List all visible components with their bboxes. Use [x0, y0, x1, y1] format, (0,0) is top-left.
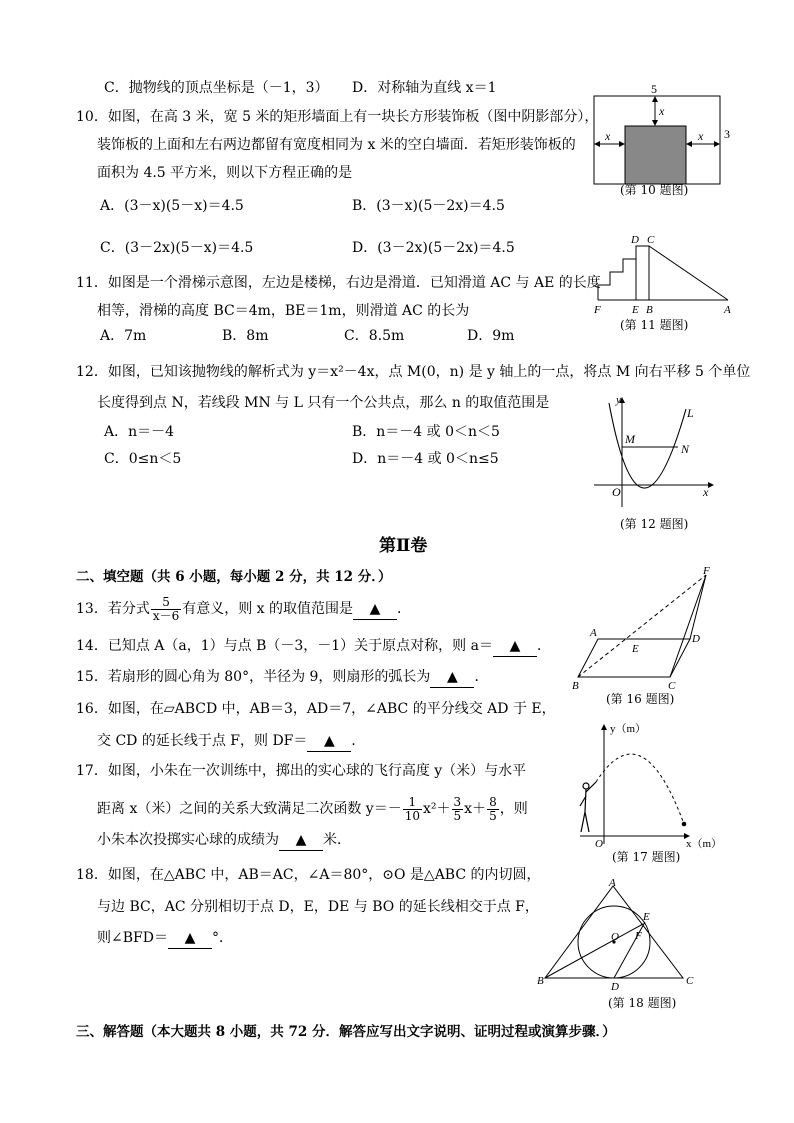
fig18-label-a: A: [609, 877, 616, 889]
fig10-label-x-top: x: [659, 104, 665, 118]
q14-body: 14．已知点 A（a，1）与点 B（－3，－1）关于原点对称，则 a＝: [76, 638, 493, 654]
fig12-label-y: y: [616, 394, 621, 406]
q13-pre: 13．若分式: [76, 601, 150, 618]
q9-option-d: D．对称轴为直线 x＝1: [352, 80, 497, 96]
q11-option-c: C．8.5m: [344, 328, 405, 344]
q16-answer-blank[interactable]: ▲: [307, 733, 351, 752]
q18-text-line1: 18．如图，在△ABC 中，AB＝AC，∠A＝80°，⊙O 是△ABC 的内切圆，: [76, 867, 541, 883]
q17-fraction-1: [403, 796, 422, 822]
q11-figure-caption: (第 11 题图): [620, 318, 689, 332]
q18-answer-blank[interactable]: ▲: [168, 930, 212, 949]
q14-end: ．: [536, 638, 551, 654]
fig18-label-b: B: [537, 975, 544, 987]
q10-option-b: B．(3－x)(5－2x)＝4.5: [352, 198, 505, 214]
q17-fraction-3: [487, 796, 499, 822]
fig18-label-c: C: [686, 975, 694, 987]
q10-option-a: A．(3－x)(5－x)＝4.5: [100, 198, 244, 214]
fig10-label-x-left: x: [605, 129, 611, 143]
q13-fraction-num: 5: [151, 596, 181, 610]
fig11-label-a: A: [724, 304, 731, 316]
q13-end: ．: [397, 601, 412, 618]
q17-mid2: x＋: [464, 801, 487, 818]
section-2-heading: 二、填空题（共 6 小题，每小题 2 分，共 12 分．）: [76, 569, 392, 585]
q14-answer-blank[interactable]: ▲: [493, 638, 537, 657]
fig16-label-a: A: [590, 627, 597, 639]
q13-post: 有意义，则 x 的取值范围是: [182, 601, 354, 618]
q14-text: [76, 638, 551, 657]
q12-option-d: D．n＝－4 或 0＜n≤5: [352, 451, 499, 467]
q16-line2-body: 交 CD 的延长线于点 F，则 DF＝: [97, 733, 308, 749]
q15-body: 15．若扇形的圆心角为 80°，半径为 9，则扇形的弧长为: [76, 669, 431, 685]
q11-option-d: D．9m: [467, 328, 515, 344]
fig16-label-b: B: [572, 680, 579, 692]
q15-answer-blank[interactable]: ▲: [430, 669, 474, 688]
fig16-label-c: C: [668, 680, 676, 692]
fig16-label-f: F: [703, 565, 710, 577]
figure-11: [590, 230, 740, 320]
fig16-label-e: E: [632, 643, 639, 655]
q12-option-a: A．n＝－4: [104, 424, 175, 440]
q10-option-c: C．(3－2x)(5－x)＝4.5: [100, 240, 254, 256]
q17-line3-pre: 小朱本次投掷实心球的成绩为: [97, 832, 279, 848]
q12-option-c: C．0≤n＜5: [104, 451, 182, 467]
fig11-label-e: E: [632, 304, 639, 316]
section-3-heading: 三、解答题（本大题共 8 小题，共 72 分．解答应写出文字说明、证明过程或演算步骤．）: [76, 1024, 616, 1040]
fig11-label-b: B: [646, 304, 653, 316]
q17-mid1: x²＋: [423, 801, 451, 818]
q12-option-b: B．n＝－4 或 0＜n＜5: [352, 424, 500, 440]
q13-answer-blank[interactable]: ▲: [353, 601, 397, 620]
q16-text-line2: [97, 733, 365, 752]
fig18-label-e: E: [643, 911, 650, 923]
fig11-label-f: F: [594, 304, 601, 316]
fig18-label-o: O: [611, 931, 619, 943]
q12-figure-caption: (第 12 题图): [620, 517, 689, 531]
q17-text-line3: [97, 832, 351, 851]
figure-16: [570, 565, 720, 695]
q15-end: ．: [474, 669, 489, 685]
q15-text: [76, 669, 488, 688]
fig12-label-l: L: [687, 406, 694, 420]
q9-option-c: C．抛物线的顶点坐标是（－1，3）: [104, 80, 329, 96]
q10-text-line2: 装饰板的上面和左右两边都留有宽度相同为 x 米的空白墙面．若矩形装饰板的: [97, 137, 576, 153]
q18-line3-pre: 则∠BFD＝: [97, 930, 168, 946]
fig12-label-o: O: [612, 485, 621, 499]
figure-18: [535, 878, 705, 998]
q10-figure-caption: (第 10 题图): [620, 183, 689, 197]
q17-f2-den: 5: [453, 808, 462, 823]
q10-text-line3: 面积为 4.5 平方米，则以下方程正确的是: [97, 165, 353, 181]
q16-figure-caption: (第 16 题图): [606, 692, 675, 706]
fig18-label-f: F: [635, 930, 642, 942]
athlete-figure: [580, 782, 596, 832]
q12-text-line2: 长度得到点 N，若线段 MN 与 L 只有一个公共点，那么 n 的取值范围是: [97, 395, 550, 411]
q17-f3-num: 8: [489, 795, 497, 809]
q11-text-line1: 11．如图是一个滑梯示意图，左边是楼梯，右边是滑道．已知滑道 AC 与 AE 的长度: [76, 275, 601, 291]
q18-figure-caption: (第 18 题图): [608, 996, 677, 1010]
q11-option-b: B．8m: [222, 328, 269, 344]
fig10-label-top: 5: [651, 82, 657, 96]
q13-fraction: [151, 596, 181, 622]
fig17-label-x: x（m）: [686, 838, 723, 850]
q17-line2-pre: 距离 x（米）之间的关系大致满足二次函数 y＝－: [97, 801, 402, 818]
figure-12: [590, 395, 720, 515]
q17-f2-num: 3: [453, 795, 462, 809]
q17-fraction-2: [452, 796, 464, 822]
fig12-label-x: x: [703, 485, 709, 499]
q18-line3-post: °．: [211, 930, 233, 946]
figure-17: [572, 720, 722, 850]
q10-option-d: D．(3－2x)(5－2x)＝4.5: [352, 240, 515, 256]
q10-text-line1: 10．如图，在高 3 米，宽 5 米的矩形墙面上有一块长方形装饰板（图中阴影部分），: [76, 109, 599, 125]
q17-f1-den: 10: [404, 808, 420, 823]
q13-text: [76, 596, 411, 622]
q17-f1-num: 1: [403, 796, 422, 810]
q17-line3-post: 米．: [323, 832, 351, 848]
fig12-label-n: N: [681, 442, 690, 456]
fig10-label-right: 3: [724, 127, 730, 141]
q11-text-line2: 相等，滑梯的高度 BC＝4m，BE＝1m，则滑道 AC 的长为: [97, 303, 470, 319]
q12-text-line1: 12．如图，已知该抛物线的解析式为 y＝x²－4x，点 M(0，n) 是 y 轴上的一点，将点 M 向右平移 5 个单位: [76, 364, 751, 380]
fig11-label-c: C: [647, 234, 655, 246]
part-2-title: 第Ⅱ卷: [379, 536, 428, 556]
q17-text-line1: 17．如图，小朱在一次训练中，掷出的实心球的飞行高度 y（米）与水平: [76, 763, 527, 779]
q18-text-line3: [97, 930, 233, 949]
q17-f3-den: 5: [489, 808, 497, 823]
q16-end: ．: [351, 733, 366, 749]
fig11-label-d: D: [631, 234, 639, 246]
q16-text-line1: 16．如图，在▱ABCD 中，AB＝3，AD＝7，∠ABC 的平分线交 AD 于 E，: [76, 701, 556, 717]
fig16-label-d: D: [692, 633, 700, 645]
q11-option-a: A．7m: [100, 328, 147, 344]
fig17-label-y: y（m）: [610, 723, 647, 735]
fig12-label-m: M: [625, 432, 635, 446]
fig17-label-o: O: [595, 838, 603, 850]
fig18-label-d: D: [611, 981, 619, 993]
q17-answer-blank[interactable]: ▲: [279, 832, 323, 851]
q13-fraction-den: x－6: [152, 608, 180, 623]
fig10-label-x-right: x: [698, 129, 704, 143]
q17-line2-post: ，则: [499, 801, 528, 818]
q18-text-line2: 与边 BC，AC 分别相切于点 D，E，DE 与 BO 的延长线相交于点 F，: [97, 899, 539, 915]
q17-figure-caption: (第 17 题图): [612, 850, 681, 864]
q17-text-line2: [97, 796, 528, 822]
